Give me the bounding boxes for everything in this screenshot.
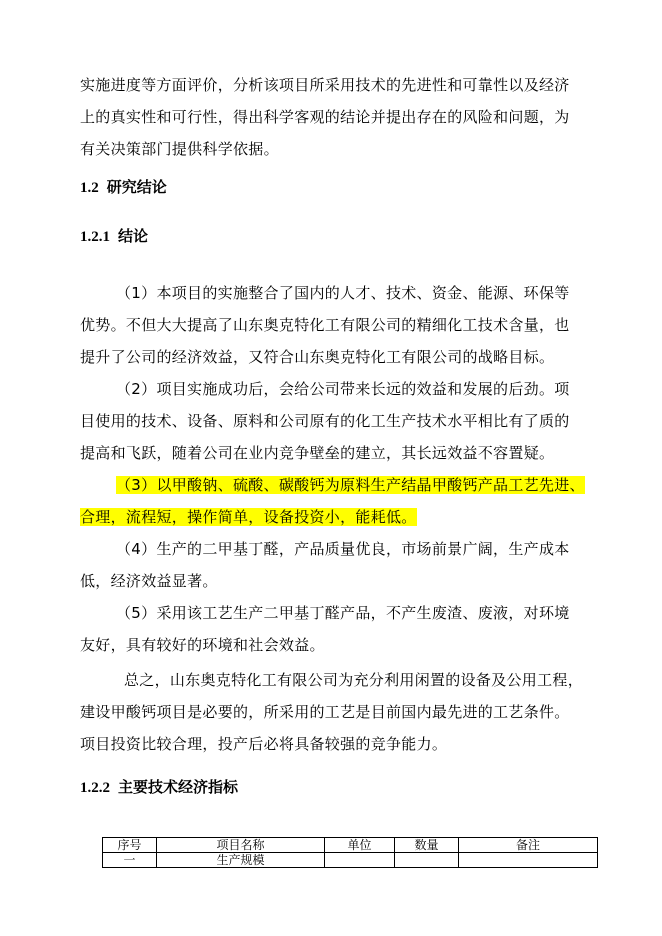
table-cell: 一	[103, 853, 157, 868]
section-heading-1-2	[80, 176, 167, 197]
section-heading-1-2-2	[80, 776, 238, 797]
intro-paragraph	[80, 69, 590, 165]
text-line: 有关决策部门提供科学依据。	[80, 140, 279, 158]
section-title: 结论	[118, 227, 149, 245]
table-cell: 生产规模	[157, 853, 325, 868]
text-line: 提升了公司的经济效益，又符合山东奥克特化工有限公司的战略目标。	[80, 348, 555, 366]
conclusion-3-highlighted	[80, 469, 590, 533]
text-line: 上的真实性和可行性，得出科学客观的结论并提出存在的风险和问题，为	[80, 108, 570, 126]
indicators-table	[102, 837, 598, 868]
table-cell	[395, 853, 459, 868]
conclusion-5	[80, 597, 590, 661]
conclusion-4	[80, 533, 590, 597]
text-line: （1）本项目的实施整合了国内的人才、技术、资金、能源、环保等	[116, 284, 570, 302]
text-line: 友好，具有较好的环境和社会效益。	[80, 636, 325, 654]
col-header-quantity: 数量	[395, 838, 459, 853]
text-line: （2）项目实施成功后，会给公司带来长远的效益和发展的后劲。项	[116, 380, 570, 398]
text-line: 总之，山东奥克特化工有限公司为充分利用闲置的设备及公用工程，	[124, 671, 584, 689]
section-title: 研究结论	[106, 178, 167, 196]
text-line: 实施进度等方面评价，分析该项目所采用技术的先进性和可靠性以及经济	[80, 76, 570, 94]
conclusion-1	[80, 277, 590, 373]
section-number: 1.2	[80, 180, 99, 196]
col-header-unit: 单位	[325, 838, 395, 853]
text-line: （5）采用该工艺生产二甲基丁醛产品，不产生废渣、废液，对环境	[116, 604, 570, 622]
text-line: 建设甲酸钙项目是必要的，所采用的工艺是目前国内最先进的工艺条件。	[80, 703, 570, 721]
highlighted-text-line: 合理，流程短，操作简单，设备投资小，能耗低。	[80, 508, 417, 526]
table-header-row	[103, 838, 598, 853]
highlighted-text-line: （3）以甲酸钠、硫酸、碳酸钙为原料生产结晶甲酸钙产品工艺先进、	[116, 476, 585, 494]
table-cell	[459, 853, 598, 868]
text-line: 目使用的技术、设备、原料和公司原有的化工生产技术水平相比有了质的	[80, 412, 570, 430]
text-line: 提高和飞跃，随着公司在业内竞争壁垒的建立，其长远效益不容置疑。	[80, 444, 555, 462]
section-number: 1.2.2	[80, 780, 110, 796]
col-header-item-name: 项目名称	[157, 838, 325, 853]
table-cell	[325, 853, 395, 868]
text-line: （4）生产的二甲基丁醛，产品质量优良，市场前景广阔，生产成本	[116, 540, 570, 558]
text-line: 优势。不但大大提高了山东奥克特化工有限公司的精细化工技术含量，也	[80, 316, 570, 334]
section-title: 主要技术经济指标	[118, 778, 239, 796]
col-header-remarks: 备注	[459, 838, 598, 853]
col-header-index: 序号	[103, 838, 157, 853]
conclusion-2	[80, 373, 590, 469]
text-line: 项目投资比较合理，投产后必将具备较强的竞争能力。	[80, 735, 448, 753]
section-number: 1.2.1	[80, 229, 110, 245]
summary-paragraph	[80, 664, 590, 760]
table-row	[103, 853, 598, 868]
section-heading-1-2-1	[80, 225, 148, 246]
text-line: 低，经济效益显著。	[80, 572, 218, 590]
